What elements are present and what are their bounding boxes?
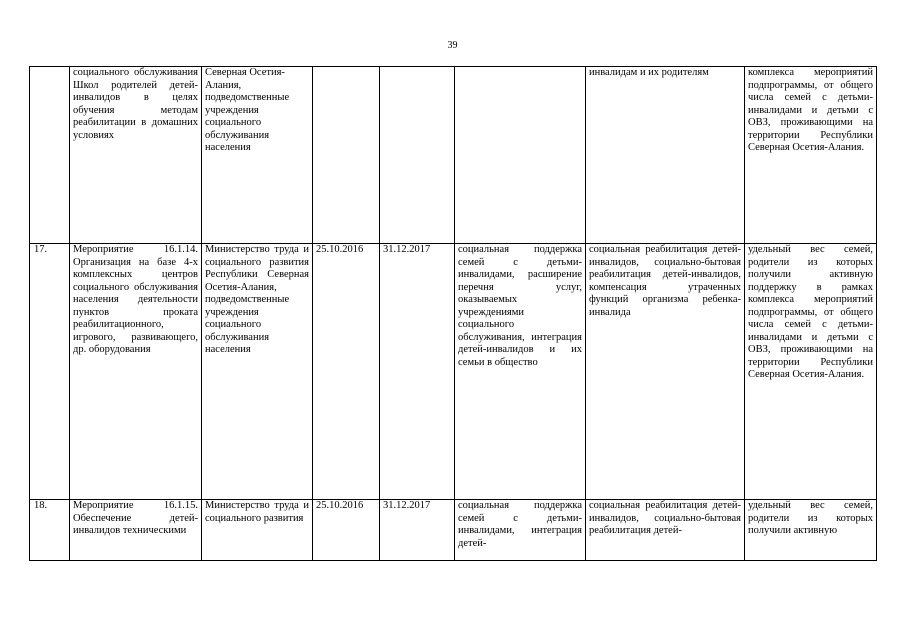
executor-cell: Министерство труда и социального развития Республики Северная Осетия-Алания, подведомственные учреждения социального обслуживания населения xyxy=(202,244,313,500)
indicator-cell: удельный вес семей, родители из которых получили активную xyxy=(745,500,877,561)
measures-table xyxy=(29,66,877,561)
problems-cell xyxy=(455,67,586,244)
problems-cell: социальная поддержка семей с детьми-инвалидами, интеграция детей- xyxy=(455,500,586,561)
result-cell: социальная реабилитация детей-инвалидов, социально-бытовая реабилитация детей-инвалидов, компенсация утраченных функций организма ребенка-инвалида xyxy=(586,244,745,500)
end-date-cell: 31.12.2017 xyxy=(380,500,455,561)
row-number-cell xyxy=(30,67,70,244)
row-number-cell: 18. xyxy=(30,500,70,561)
event-cell: Мероприятие 16.1.14. Организация на базе 4-х комплексных центров социального обслуживания населения деятельности пунктов проката реабилитационного, игрового, развивающего, др. оборудования xyxy=(70,244,202,500)
executor-cell: Северная Осетия-Алания, подведомственные учреждения социального обслуживания населения xyxy=(202,67,313,244)
start-date-cell xyxy=(313,67,380,244)
page-number: 39 xyxy=(447,40,458,51)
table-row xyxy=(30,67,877,244)
executor-cell: Министерство труда и социального развития xyxy=(202,500,313,561)
start-date-cell: 25.10.2016 xyxy=(313,500,380,561)
table-row xyxy=(30,244,877,500)
result-cell: социальная реабилитация детей-инвалидов, социально-бытовая реабилитация детей- xyxy=(586,500,745,561)
end-date-cell xyxy=(380,67,455,244)
row-number-cell: 17. xyxy=(30,244,70,500)
start-date-cell: 25.10.2016 xyxy=(313,244,380,500)
indicator-cell: комплекса мероприятий подпрограммы, от общего числа семей с детьми-инвалидами и детьми с ОВЗ, проживающими на территории Республики Северная Осетия-Алания. xyxy=(745,67,877,244)
indicator-cell: удельный вес семей, родители из которых получили активную поддержку в рамках комплекса мероприятий подпрограммы, от общего числа семей с детьми-инвалидами и детьми с ОВЗ, проживающими на территории Республики Северная Осетия-Алания. xyxy=(745,244,877,500)
table-row xyxy=(30,500,877,561)
event-cell: социального обслуживания Школ родителей детей-инвалидов в целях обучения методам реабилитации в домашних условиях xyxy=(70,67,202,244)
end-date-cell: 31.12.2017 xyxy=(380,244,455,500)
problems-cell: социальная поддержка семей с детьми-инвалидами, расширение перечня услуг, оказываемых учреждениями социального обслуживания, интеграция детей-инвалидов и их семьи в общество xyxy=(455,244,586,500)
result-cell: инвалидам и их родителям xyxy=(586,67,745,244)
event-cell: Мероприятие 16.1.15. Обеспечение детей-инвалидов техническими xyxy=(70,500,202,561)
